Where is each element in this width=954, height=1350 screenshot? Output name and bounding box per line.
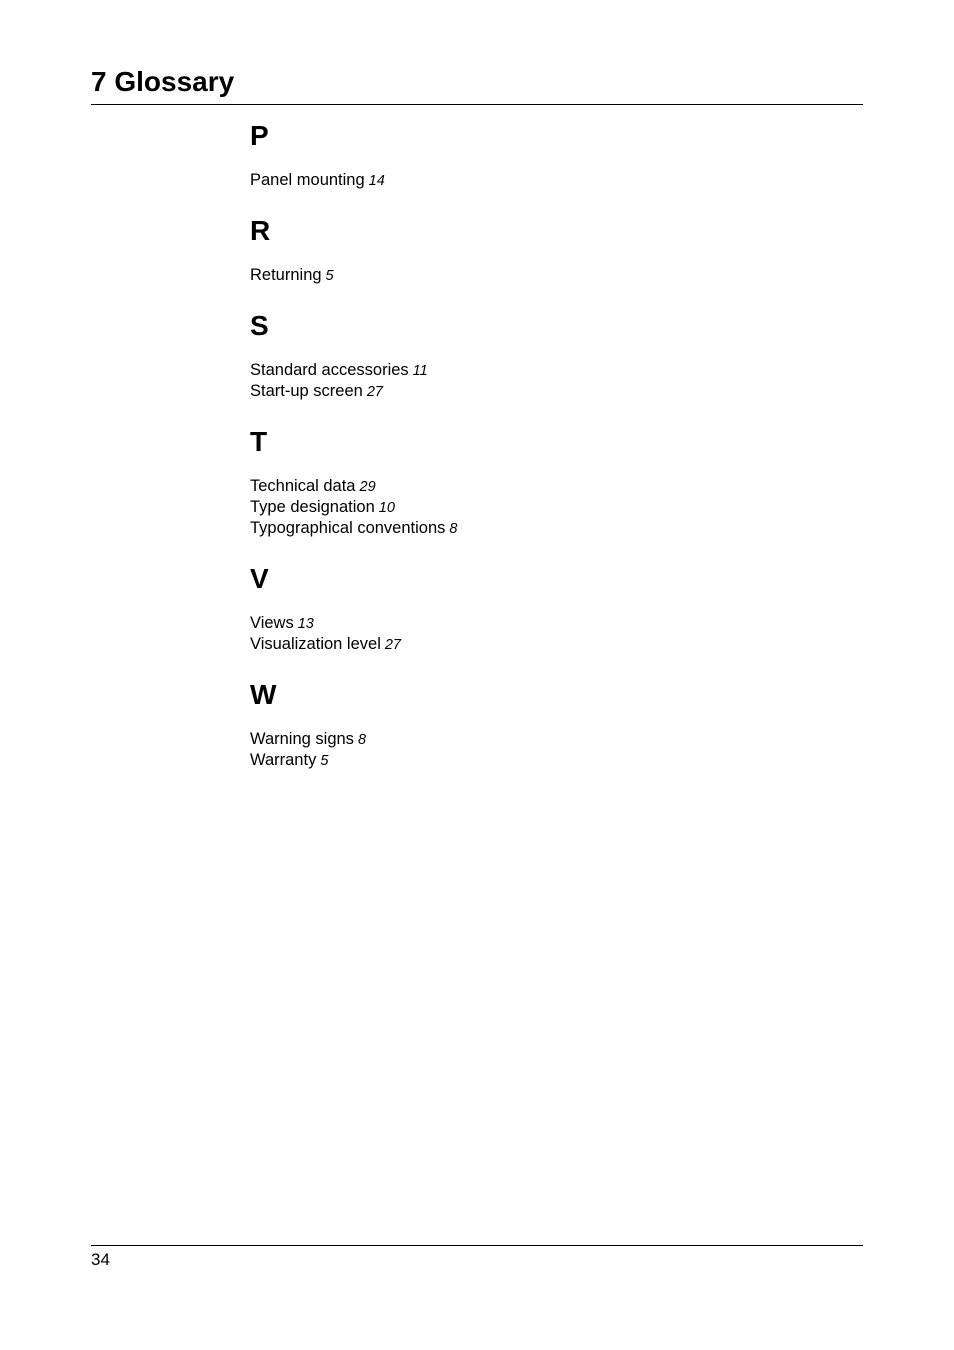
- list-item: [250, 381, 810, 402]
- list-item: [250, 497, 810, 518]
- entry-list: [250, 265, 810, 286]
- section-letter: P: [250, 120, 269, 151]
- list-item: [250, 750, 810, 771]
- entry-term: Views: [250, 614, 294, 632]
- index-section-s: [250, 308, 810, 402]
- entry-page-ref[interactable]: 11: [412, 363, 428, 379]
- entry-page-ref[interactable]: 10: [378, 500, 395, 516]
- list-item: [250, 729, 810, 750]
- section-letter: V: [250, 563, 269, 594]
- index-section-p: [250, 118, 810, 191]
- page-number: 34: [91, 1250, 110, 1269]
- entry-page-ref[interactable]: 27: [366, 384, 383, 400]
- list-item: [250, 476, 810, 497]
- list-item: [250, 634, 810, 655]
- index-section-w: [250, 677, 810, 771]
- entry-term: Standard accessories: [250, 361, 409, 379]
- entry-term: Technical data: [250, 477, 356, 495]
- section-letter: R: [250, 215, 271, 246]
- section-letter: T: [250, 426, 268, 457]
- list-item: [250, 360, 810, 381]
- entry-term: Start-up screen: [250, 382, 363, 400]
- entry-page-ref[interactable]: 27: [384, 637, 401, 653]
- entry-page-ref[interactable]: 13: [297, 616, 314, 632]
- entry-page-ref[interactable]: 5: [325, 268, 334, 284]
- entry-list: [250, 170, 810, 191]
- index-section-t: [250, 424, 810, 539]
- entry-list: [250, 476, 810, 539]
- list-item: [250, 265, 810, 286]
- entry-term: Typographical conventions: [250, 519, 446, 537]
- entry-term: Panel mounting: [250, 171, 365, 189]
- entry-term: Warning signs: [250, 730, 354, 748]
- glossary-index: [250, 118, 810, 793]
- entry-page-ref[interactable]: 5: [320, 753, 329, 769]
- entry-term: Type designation: [250, 498, 375, 516]
- list-item: [250, 613, 810, 634]
- entry-list: [250, 360, 810, 402]
- page-title: 7 Glossary: [91, 66, 235, 97]
- entry-term: Returning: [250, 266, 322, 284]
- entry-list: [250, 729, 810, 771]
- entry-list: [250, 613, 810, 655]
- index-section-v: [250, 561, 810, 655]
- entry-term: Visualization level: [250, 635, 381, 653]
- footer-divider: [91, 1245, 863, 1246]
- entry-page-ref[interactable]: 29: [359, 479, 376, 495]
- list-item: [250, 518, 810, 539]
- header-divider: [91, 104, 863, 105]
- section-letter: W: [250, 679, 277, 710]
- entry-page-ref[interactable]: 14: [368, 173, 385, 189]
- entry-page-ref[interactable]: 8: [357, 732, 367, 748]
- entry-page-ref[interactable]: 8: [449, 521, 458, 537]
- list-item: [250, 170, 810, 191]
- section-letter: S: [250, 310, 269, 341]
- index-section-r: [250, 213, 810, 286]
- entry-term: Warranty: [250, 751, 317, 769]
